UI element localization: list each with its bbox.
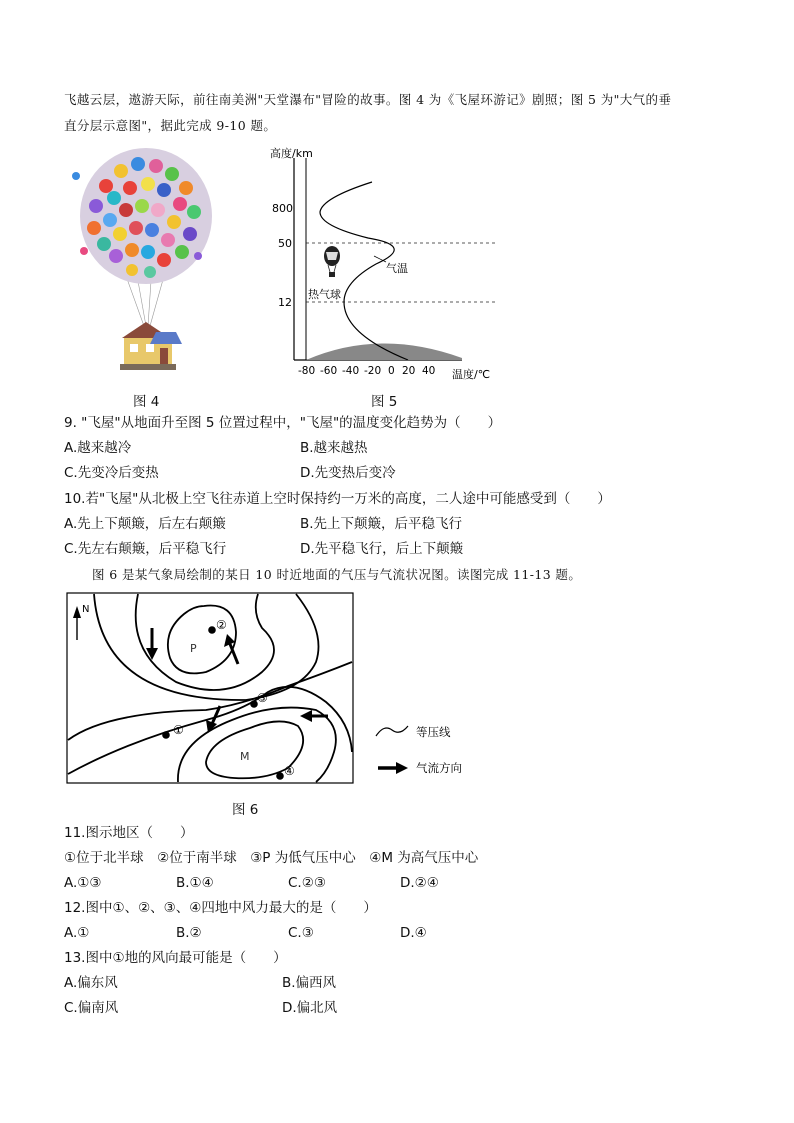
- q11-stem: 11.图示地区（ ）: [64, 825, 194, 841]
- y-tick-12: 12: [278, 296, 292, 309]
- figure-6-caption: 图 6: [232, 802, 259, 818]
- x-tick-40: 40: [422, 365, 436, 377]
- m-label: M: [240, 750, 250, 763]
- atmosphere-vertical-chart: [240, 142, 510, 382]
- point-4-dot: [276, 772, 284, 780]
- q9-stem: 9. "飞屋"从地面升至图 5 位置过程中，"飞屋"的温度变化趋势为（ ）: [64, 415, 502, 431]
- q12-option-b: B.②: [176, 925, 202, 941]
- q10-stem: 10.若"飞屋"从北极上空飞往赤道上空时保持约一万米的高度，二人途中可能感受到（ ）: [64, 491, 611, 507]
- q12-stem: 12.图中①、②、③、④四地中风力最大的是（ ）: [64, 900, 377, 916]
- legend-isobar-label: 等压线: [416, 725, 451, 739]
- p-label: P: [190, 642, 197, 655]
- point-2-dot: [208, 626, 216, 634]
- q13-option-b: B.偏西风: [282, 975, 337, 991]
- map-legend: [374, 718, 484, 780]
- intro-2: 图 6 是某气象局绘制的某日 10 时近地面的气压与气流状况图。读图完成 11-13 题。: [92, 567, 582, 582]
- x-tick-neg20: -20: [364, 365, 382, 377]
- figure-5-caption: 图 5: [371, 394, 398, 410]
- q12-option-d: D.④: [400, 925, 427, 941]
- q12-option-a: A.①: [64, 925, 90, 941]
- x-tick-0: 0: [388, 365, 395, 377]
- intro-line-1: 飞越云层，遨游天际，前往南美洲"天堂瀑布"冒险的故事。图 4 为《飞屋环游记》剧照；图 5 为"大气的垂: [64, 92, 672, 107]
- q11-option-a: A.①③: [64, 875, 102, 891]
- intro-line-2: 直分层示意图"，据此完成 9-10 题。: [64, 118, 277, 133]
- q13-option-d: D.偏北风: [282, 1000, 338, 1016]
- point-3-label: ③: [257, 691, 268, 705]
- q10-option-a: A.先上下颠簸，后左右颠簸: [64, 516, 226, 532]
- north-label: N: [82, 604, 90, 615]
- y-axis-label: 高度/km: [270, 147, 313, 160]
- point-4-label: ④: [284, 764, 295, 778]
- q10-option-b: B.先上下颠簸，后平稳飞行: [300, 516, 463, 532]
- figure-4-caption: 图 4: [133, 394, 160, 410]
- ground-surface: [306, 343, 462, 360]
- hot-air-balloon-icon: [324, 246, 340, 277]
- q11-option-d: D.②④: [400, 875, 439, 891]
- y-tick-50: 50: [278, 237, 292, 250]
- x-tick-20: 20: [402, 365, 416, 377]
- hot-air-balloon-label: 热气球: [308, 288, 341, 301]
- legend-airflow-label: 气流方向: [416, 761, 462, 775]
- temperature-curve-label: 气温: [386, 262, 408, 275]
- point-1-dot: [162, 731, 170, 739]
- q10-option-c: C.先左右颠簸，后平稳飞行: [64, 541, 227, 557]
- q12-option-c: C.③: [288, 925, 314, 941]
- q11-option-b: B.①④: [176, 875, 214, 891]
- x-tick-neg60: -60: [320, 365, 338, 377]
- x-tick-neg80: -80: [298, 365, 316, 377]
- balloon-house-illustration: [66, 146, 216, 372]
- q9-option-a: A.越来越冷: [64, 440, 132, 456]
- q13-option-c: C.偏南风: [64, 1000, 119, 1016]
- q9-option-c: C.先变冷后变热: [64, 465, 159, 481]
- y-tick-800: 800: [272, 202, 293, 215]
- airflow-legend-icon: [378, 762, 408, 774]
- q13-stem: 13.图中①地的风向最可能是（ ）: [64, 950, 287, 966]
- q9-option-b: B.越来越热: [300, 440, 368, 456]
- isobar-map: [66, 592, 356, 787]
- point-1-label: ①: [173, 723, 184, 737]
- q9-option-d: D.先变热后变冷: [300, 465, 396, 481]
- isobar-legend-icon: [376, 726, 408, 736]
- q11-option-c: C.②③: [288, 875, 326, 891]
- x-axis-label: 温度/℃: [452, 368, 491, 381]
- q10-option-d: D.先平稳飞行，后上下颠簸: [300, 541, 464, 557]
- map-frame: [67, 593, 353, 783]
- q11-statements: ①位于北半球 ②位于南半球 ③P 为低气压中心 ④M 为高气压中心: [64, 850, 479, 866]
- x-tick-neg40: -40: [342, 365, 360, 377]
- point-2-label: ②: [216, 618, 227, 632]
- q13-option-a: A.偏东风: [64, 975, 118, 991]
